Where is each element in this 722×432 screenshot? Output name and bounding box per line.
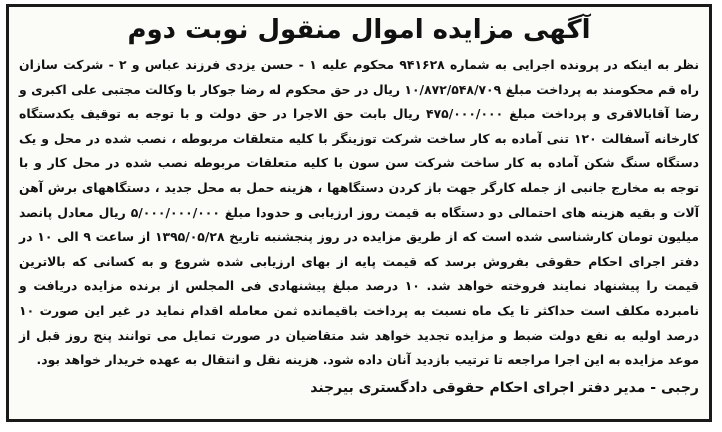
notice-signature: رجبی - مدیر دفتر اجرای احکام حقوقی دادگستری بیرجند — [310, 379, 699, 396]
notice-body: نظر به اینکه در پرونده اجرایی به شماره ۹۴۱۶۲۸ محکوم علیه ۱ - حسن یزدی فرزند عباس و ۲ - شرکت سازان راه قم محکومند به پرداخت مبلغ ۱۰/۸۷۲/۵۴۸/۷۰۹ ریال در حق محکوم له رضا جوکار با وکالت مجتبی علی اکبری و رضا آقابالاقری و پرداخت مبلغ ۴۷۵/۰۰۰/۰۰۰ ریال بابت حق الاجرا در حق دولت و با توجه به توقیف یکدستگاه کارخانه آسفالت ۱۲۰ تنی آماده به کار ساخت شرکت توزینگر با کلیه متعلقات مربوطه ، نصب شده در محل و یک دستگاه سنگ شکن آماده به کار ساخت شرکت سن سون با کلیه متعلقات مربوطه نصب شده در محل کار و با توجه به مخارج جانبی از جمله کارگر جهت باز کردن دستگاهها ، هزینه حمل به محل جدید ، دستگاههای برش آهن آلات و بقیه هزینه های احتمالی دو دستگاه به قیمت روز ارزیابی و حدودا مبلغ ۵/۰۰۰/۰۰۰/۰۰۰ ریال معادل پانصد میلیون تومان کارشناسی شده است که از طریق مزایده در روز پنجشنبه تاریخ ۱۳۹۵/۰۵/۲۸ از ساعت ۹ الی ۱۰ در دفتر اجرای احکام حقوقی بفروش برسد که قیمت پایه از بهای ارزیابی شده شروع و به کسانی که بالاترین قیمت را پیشنهاد نمایند فروخته خواهد شد. ۱۰ درصد مبلغ پیشنهادی فی المجلس از برنده مزایده دریافت و نامبرده مکلف است حداکثر تا یک ماه نسبت به پرداخت باقیمانده ثمن معامله اقدام نماید در غیر این صورت ۱۰ درصد اولیه به نفع دولت ضبط و مزایده تجدید خواهد شد متقاضیان در صورت تمایل می توانند پنج روز قبل از موعد مزایده به این اجرا مراجعه تا ترتیب بازدید آنان داده شود. هزینه نقل و انتقال به عهده خریدار خواهد بود. — [19, 57, 700, 368]
auction-notice — [6, 4, 712, 422]
notice-title: آگهی مزایده اموال منقول نوبت دوم — [127, 15, 591, 45]
